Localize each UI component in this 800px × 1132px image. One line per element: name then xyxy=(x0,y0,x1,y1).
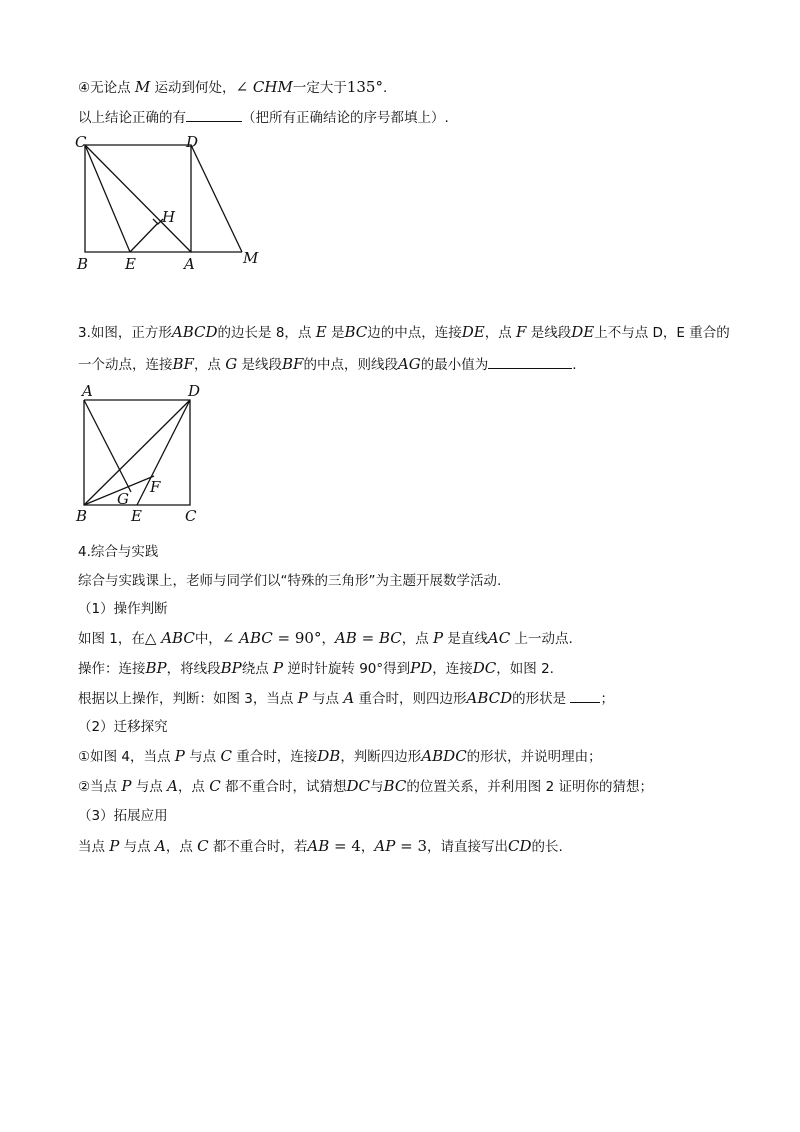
label-e: E xyxy=(125,255,136,273)
label-c: C xyxy=(75,133,87,151)
segment-ca xyxy=(85,145,191,252)
q4-part2-1: ①如图 4，当点 P 与点 C 重合时，连接DB，判断四边形ABDC的形状，并说明理由； xyxy=(78,747,602,765)
q4-judge-line: 根据以上操作，判断：如图 3，当点 P 与点 A 重合时，则四边形ABCD的形状是 ； xyxy=(78,689,614,707)
q2-answer-line: 以上结论正确的有 （把所有正确结论的序号都填上）. xyxy=(78,110,449,126)
label-g: G xyxy=(117,490,129,508)
segment-ce xyxy=(85,145,130,252)
q4-intro: 综合与实践课上，老师与同学们以“特殊的三角形”为主题开展数学活动. xyxy=(78,573,502,589)
label-d: D xyxy=(188,382,201,400)
label-a: A xyxy=(82,382,93,400)
q4-part2-2: ②当点 P 与点 A，点 C 都不重合时，试猜想DC与BC的位置关系，并利用图 2 证明你的猜想； xyxy=(78,777,653,795)
answer-blank[interactable] xyxy=(488,368,572,369)
answer-blank[interactable] xyxy=(186,121,242,122)
label-m: M xyxy=(243,249,259,267)
label-d: D xyxy=(186,133,199,151)
q3-line-1: 3.如图，正方形ABCD的边长是 8，点 E 是BC边的中点，连接DE，点 F 是线段DE上不与点 D，E 重合的 xyxy=(78,323,730,341)
label-f: F xyxy=(150,478,161,496)
segment-eh xyxy=(130,223,158,252)
q4-operation-line: 操作：连接BP，将线段BP绕点 P 逆时针旋转 90°得到PD，连接DC，如图 2. xyxy=(78,659,554,677)
segment-dm xyxy=(191,145,242,252)
q2-figure xyxy=(70,135,270,275)
q2-statement-4: ④无论点 M 运动到何处，∠ CHM一定大于135°. xyxy=(78,78,388,96)
q4-title: 4.综合与实践 xyxy=(78,544,159,560)
label-c: C xyxy=(185,507,197,525)
label-h: H xyxy=(162,208,176,226)
q4-section-2: （2）迁移探究 xyxy=(78,719,168,735)
label-b: B xyxy=(76,507,88,525)
q3-figure xyxy=(72,380,222,525)
segment-bd xyxy=(84,400,190,505)
segment-ag xyxy=(84,400,131,492)
q3-line-2: 一个动点，连接BF，点 G 是线段BF的中点，则线段AG的最小值为 . xyxy=(78,355,577,373)
segment-ed xyxy=(137,400,190,505)
q4-section-1: （1）操作判断 xyxy=(78,601,168,617)
q4-section-3: （3）拓展应用 xyxy=(78,808,168,824)
q4-part1-line: 如图 1，在△ ABC中，∠ ABC = 90°，AB = BC，点 P 是直线AC 上一动点. xyxy=(78,629,573,647)
q4-part3: 当点 P 与点 A，点 C 都不重合时，若AB = 4，AP = 3，请直接写出CD的长. xyxy=(78,837,563,855)
label-a: A xyxy=(184,255,195,273)
answer-blank[interactable] xyxy=(570,702,600,703)
label-e: E xyxy=(131,507,142,525)
label-b: B xyxy=(77,255,89,273)
